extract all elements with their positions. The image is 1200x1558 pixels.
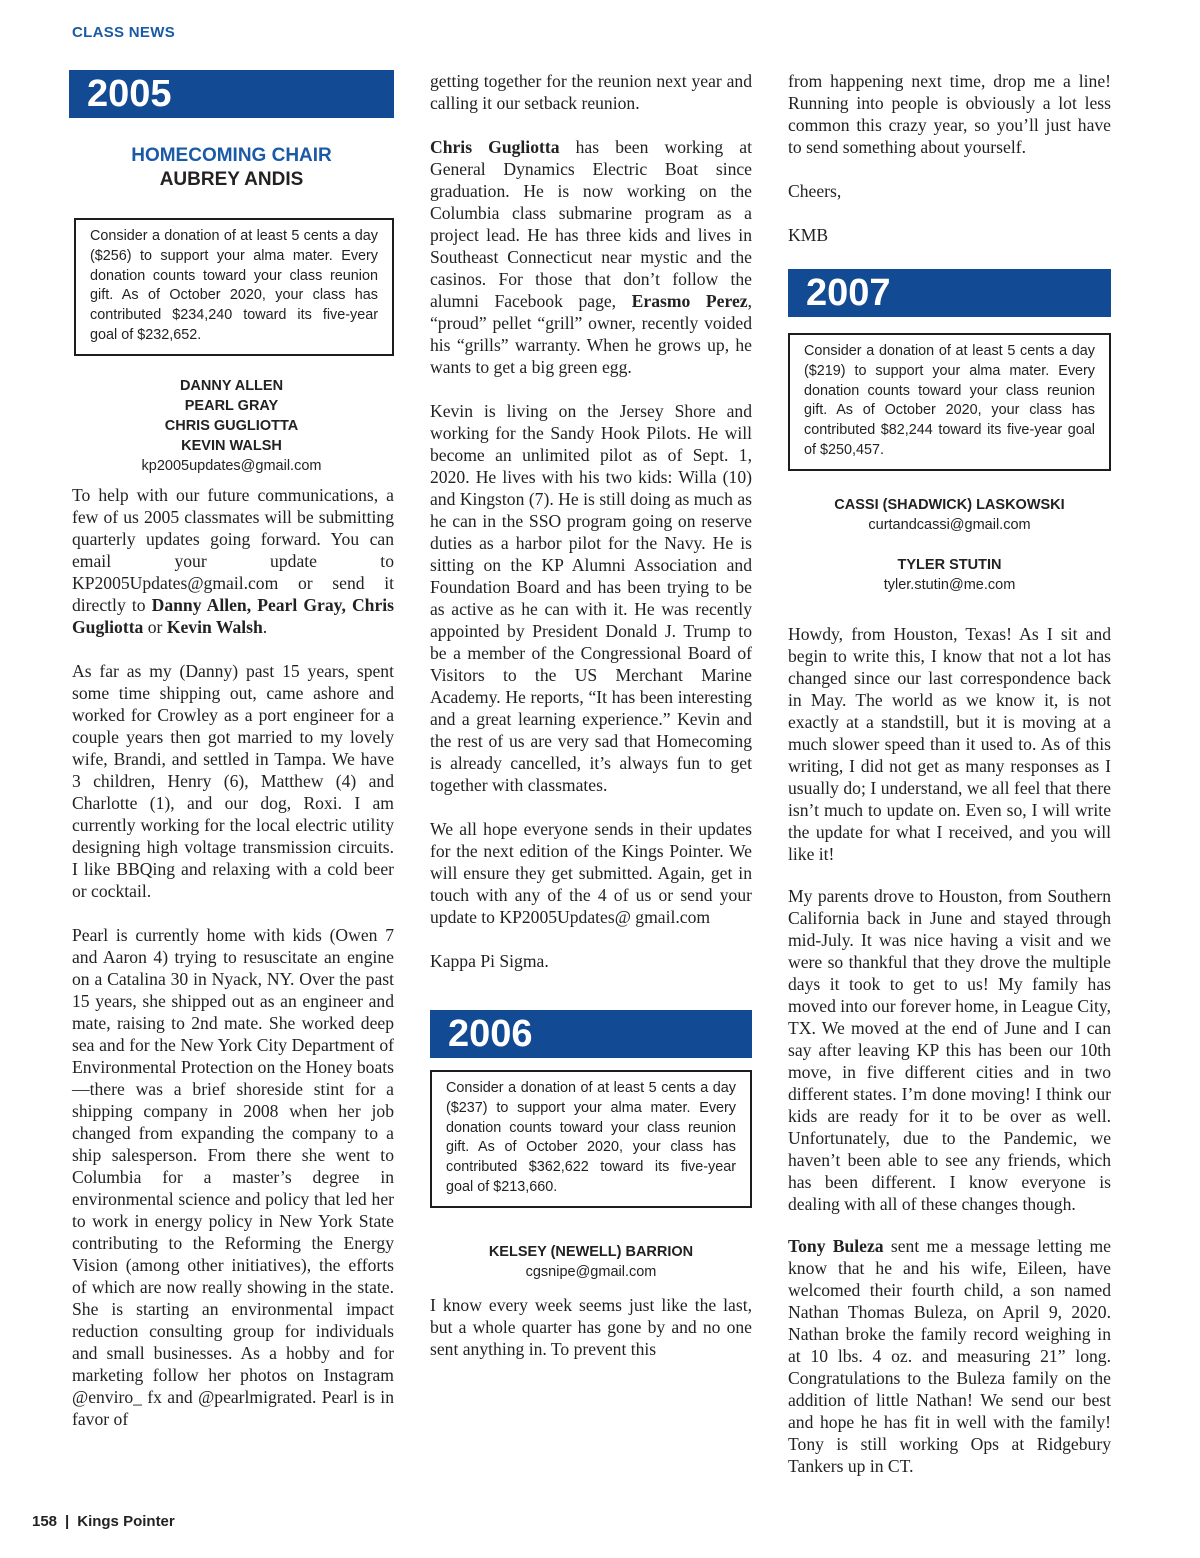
page-number: 158 [32,1513,58,1530]
page-footer [32,1513,175,1530]
paragraph: Howdy, from Houston, Texas! As I sit and begin to write this, I know that not a lot has changed since our last correspondence back in May. The world as we know it, is not exactly at a standstill, but it is moving at a much slower speed than it used to. As of this writing, I did not get as many responses as I usually do; I understand, we all feel that there isn’t much to update on. Even so, I will write the update for what I received, and you will like it! [788,623,1111,864]
contact-name: PEARL GRAY [184,397,279,414]
contact-email[interactable]: cgsnipe@gmail.com [525,1263,657,1280]
donation-box-2005: Consider a donation of at least 5 cents a day ($256) to support your alma mater. Every donation counts toward your class reunion gift. As of October 2020, your class has contributed $234,240 toward its five-year goal of $232,652. [74,218,394,356]
body-text-2006-cont [788,70,1111,246]
footer-separator: | [65,1513,70,1530]
body-text-2007 [788,623,1111,1477]
paragraph: Chris Gugliotta has been working at General Dynamics Electric Boat since graduation. He is now working on the Columbia class submarine program as a project lead. He has three kids and lives in Southeast Connecticut near mystic and the casinos. For those that don’t follow the alumni Facebook page, Erasmo Perez, “proud” pellet “grill” owner, recently voided his “grills” warranty. When he grows up, he wants to get a big green egg. [430,137,752,377]
paragraph: To help with our future communications, a few of us 2005 classmates will be submitting quarterly updates going forward. You can email your update to KP2005Updates@gmail.com or send it directly to Danny Allen, Pearl Gray, Chris Gugliotta or Kevin Walsh. [72,484,394,637]
homecoming-chair-name: AUBREY ANDIS [159,169,304,190]
column-1 [69,70,394,1430]
year-banner-2006: 2006 [430,1010,752,1058]
paragraph: We all hope everyone sends in their updates for the next edition of the Kings Pointer. We will ensure they get submitted. Again, get in touch with any of the 4 of us or send your update to KP2005Updates@ gmail.com [430,819,752,927]
contact-email[interactable]: curtandcassi@gmail.com [868,516,1031,533]
body-text-2005-cont [430,70,752,972]
contact-email[interactable]: kp2005updates@gmail.com [141,457,322,474]
paragraph: Tony Buleza sent me a message letting me know that he and his wife, Eileen, have welcomed their fourth child, a son named Nathan Thomas Buleza, on April 9, 2020. Nathan broke the family record weighing in at 10 lbs. 4 oz. and measuring 21” long. Congratulations to the Buleza family on the addition of little Nathan! We send our best and hope he has fit in well with the family! Tony is still working Ops at Ridgebury Tankers up in CT. [788,1235,1111,1476]
body-text-2006 [430,1294,752,1360]
paragraph: getting together for the reunion next year and calling it our setback reunion. [430,71,752,113]
paragraph: Kappa Pi Sigma. [430,951,549,971]
paragraph: My parents drove to Houston, from Southern California back in June and stayed through mid-July. It was nice having a visit and we were so thankful that they drove the multiple days it took to get to us! My family has moved into our forever home, in League City, TX. We moved at the end of June and I can say after leaving KP this has been our 10th move, in five different cities and in two different states. I’m done moving! I think our kids are ready for it to be over as well. Unfortunately, due to the Pandemic, we haven’t been able to see any friends, which has been different. I know everyone is dealing with all of these changes though. [788,885,1111,1214]
paragraph: Pearl is currently home with kids (Owen 7 and Aaron 4) trying to resuscitate an engine on a Catalina 30 in Nyack, NY. Over the past 15 years, she shipped out as an engineer and mate, raising to 2nd mate. She worked deep sea and for the New York City Department of Environmental Protection on the Honey boats—there was a brief shoreside stint for a shipping company in 2008 when her job changed from expanding the company to a ship salesperson. From there she went to Columbia for a master’s degree in environmental science and policy that led her to work in energy policy in New York State contributing to the Reforming the Energy Vision (among other initiatives), the efforts of which are now really showing in the state. She is starting an environmental impact reduction consulting group for individuals and small businesses. As a hobby and for marketing follow her photos on Instagram @enviro_ fx and @pearlmigrated. Pearl is in favor of [72,924,394,1429]
year-banner-2007: 2007 [788,269,1111,317]
donation-box-2006: Consider a donation of at least 5 cents a day ($237) to support your alma mater. Every donation counts toward your class reunion gift. As of October 2020, your class has contributed $362,622 toward its five-year goal of $213,660. [430,1070,752,1208]
contact-name: CHRIS GUGLIOTTA [164,417,299,434]
paragraph: from happening next time, drop me a line! Running into people is obviously a lot less common this crazy year, so you’ll just have to send something about yourself. [788,71,1111,157]
paragraph: Cheers, [788,181,842,201]
paragraph: KMB [788,225,829,245]
body-text-2005 [69,484,394,1430]
contacts-2007 [788,495,1111,595]
paragraph: As far as my (Danny) past 15 years, spent some time shipping out, came ashore and worked for Crowley as a port engineer for a couple years then got married to my lovely wife, Brandi, and settled in Tampa. We have 3 children, Henry (6), Matthew (4) and Charlotte (1), and our dog, Roxi. I am currently working for the local electric utility designing high voltage transmission circuits. I like BBQing and relaxing with a cold beer or cocktail. [72,660,394,901]
contact-name: KELSEY (NEWELL) BARRION [488,1243,694,1260]
contact-name: TYLER STUTIN [897,556,1002,573]
contacts-2005 [69,376,394,476]
contact-name: CASSI (SHADWICK) LASKOWSKI [834,496,1065,513]
contact-name: KEVIN WALSH [181,437,282,454]
homecoming-chair-title: HOMECOMING CHAIR [131,145,332,166]
publication-name: Kings Pointer [77,1513,175,1530]
contacts-2006 [430,1242,752,1282]
donation-box-2007: Consider a donation of at least 5 cents a day ($219) to support your alma mater. Every donation counts toward your class reunion gift. As of October 2020, your class has contributed $82,244 toward its five-year goal of $250,457. [788,333,1111,471]
paragraph: I know every week seems just like the last, but a whole quarter has gone by and no one sent anything in. To prevent this [430,1294,752,1359]
contact-email[interactable]: tyler.stutin@me.com [883,576,1016,593]
year-banner-2005: 2005 [69,70,394,118]
section-tag: CLASS NEWS [72,24,176,41]
contact-name: DANNY ALLEN [179,377,284,394]
column-2 [430,70,752,1360]
column-3 [788,70,1111,1477]
paragraph: Kevin is living on the Jersey Shore and working for the Sandy Hook Pilots. He will become an unlimited pilot as of Sept. 1, 2020. He lives with his two kids: Willa (10) and Kingston (7). He is still doing as much as he can in the SSO program going on reserve duties as a harbor pilot for the Navy. He is sitting on the KP Alumni Association and Foundation Board and has been trying to be as active as he can with it. He was recently appointed by President Donald J. Trump to be a member of the Congressional Board of Visitors to the US Merchant Marine Academy. He reports, “It has been interesting and a great learning experience.” Kevin and the rest of us are very sad that Homecoming is already cancelled, it’s always fun to get together with classmates. [430,401,752,795]
